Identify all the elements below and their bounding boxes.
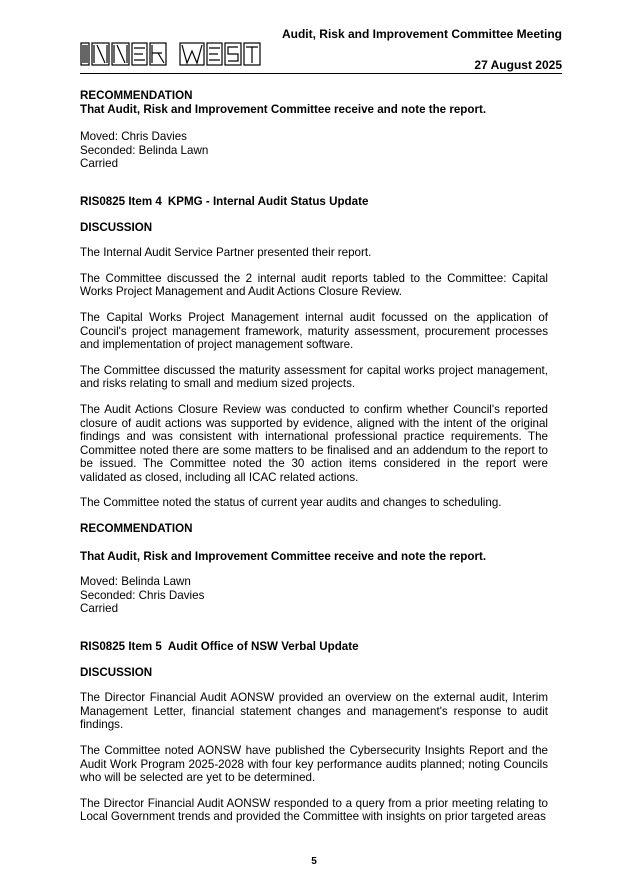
paragraph: The Audit Actions Closure Review was conducted to confirm whether Council's reported closure of audit actions was supported by evidence, aligned with the intent of the original findings and was consistent with international professional practice requirements. The Committee noted there are some matters to be finalised and an addendum to the report to be issued. The Committee noted the 30 action items considered in the report were validated as closed, including all ICAC related actions.: [80, 402, 548, 484]
carried-line: Carried: [80, 157, 119, 171]
minutes-body: [80, 89, 548, 824]
item-title: Audit Office of NSW Verbal Update: [167, 640, 359, 654]
item-heading: [80, 640, 548, 654]
paragraph: The Internal Audit Service Partner presented their report.: [80, 246, 372, 260]
inner-west-logo: [80, 40, 280, 70]
moved-line: Moved: Chris Davies: [80, 130, 187, 144]
paragraph: The Committee noted the status of current year audits and changes to scheduling.: [80, 496, 502, 510]
recommendation-heading: RECOMMENDATION: [80, 89, 193, 102]
recommendation-heading: RECOMMENDATION: [80, 522, 193, 536]
header-divider: [80, 73, 562, 74]
carried-line: Carried: [80, 602, 119, 616]
meeting-title: Audit, Risk and Improvement Committee Meeting: [281, 27, 562, 41]
paragraph: The Director Financial Audit AONSW provided an overview on the external audit, Interim Management Letter, financial statement changes and management's response to audit findings.: [80, 691, 548, 732]
meeting-date: 27 August 2025: [474, 58, 562, 72]
seconded-line: Seconded: Belinda Lawn: [80, 143, 209, 157]
paragraph: The Capital Works Project Management internal audit focussed on the application of Council's project management framework, maturity assessment, procurement processes and implementation of project management software.: [80, 310, 548, 352]
discussion-heading: DISCUSSION: [80, 220, 153, 234]
paragraph: The Committee noted AONSW have published the Cybersecurity Insights Report and the Audit Work Program 2025-2028 with four key performance audits planned; noting Councils who will be selected are yet to be determined.: [80, 744, 548, 785]
paragraph: The Director Financial Audit AONSW responded to a query from a prior meeting relating to Local Government trends and provided the Committee with insights on prior targeted areas: [80, 796, 548, 824]
paragraph: The Committee discussed the maturity assessment for capital works project management, and risks relating to small and medium sized projects.: [80, 363, 548, 391]
page-number: 5: [311, 856, 317, 867]
seconded-line: Seconded: Chris Davies: [80, 588, 205, 602]
item-heading: [80, 195, 548, 209]
recommendation-text: That Audit, Risk and Improvement Committee receive and note the report.: [80, 549, 487, 563]
recommendation-text: That Audit, Risk and Improvement Committee receive and note the report.: [80, 102, 487, 116]
item-code: RIS0825 Item 4: [80, 194, 162, 208]
item-title: KPMG - Internal Audit Status Update: [167, 194, 369, 208]
moved-line: Moved: Belinda Lawn: [80, 575, 191, 589]
item-code: RIS0825 Item 5: [80, 640, 162, 654]
paragraph: The Committee discussed the 2 internal audit reports tabled to the Committee: Capital Works Project Management and Audit Actions Closure Review.: [80, 271, 548, 299]
discussion-heading: DISCUSSION: [80, 665, 153, 679]
